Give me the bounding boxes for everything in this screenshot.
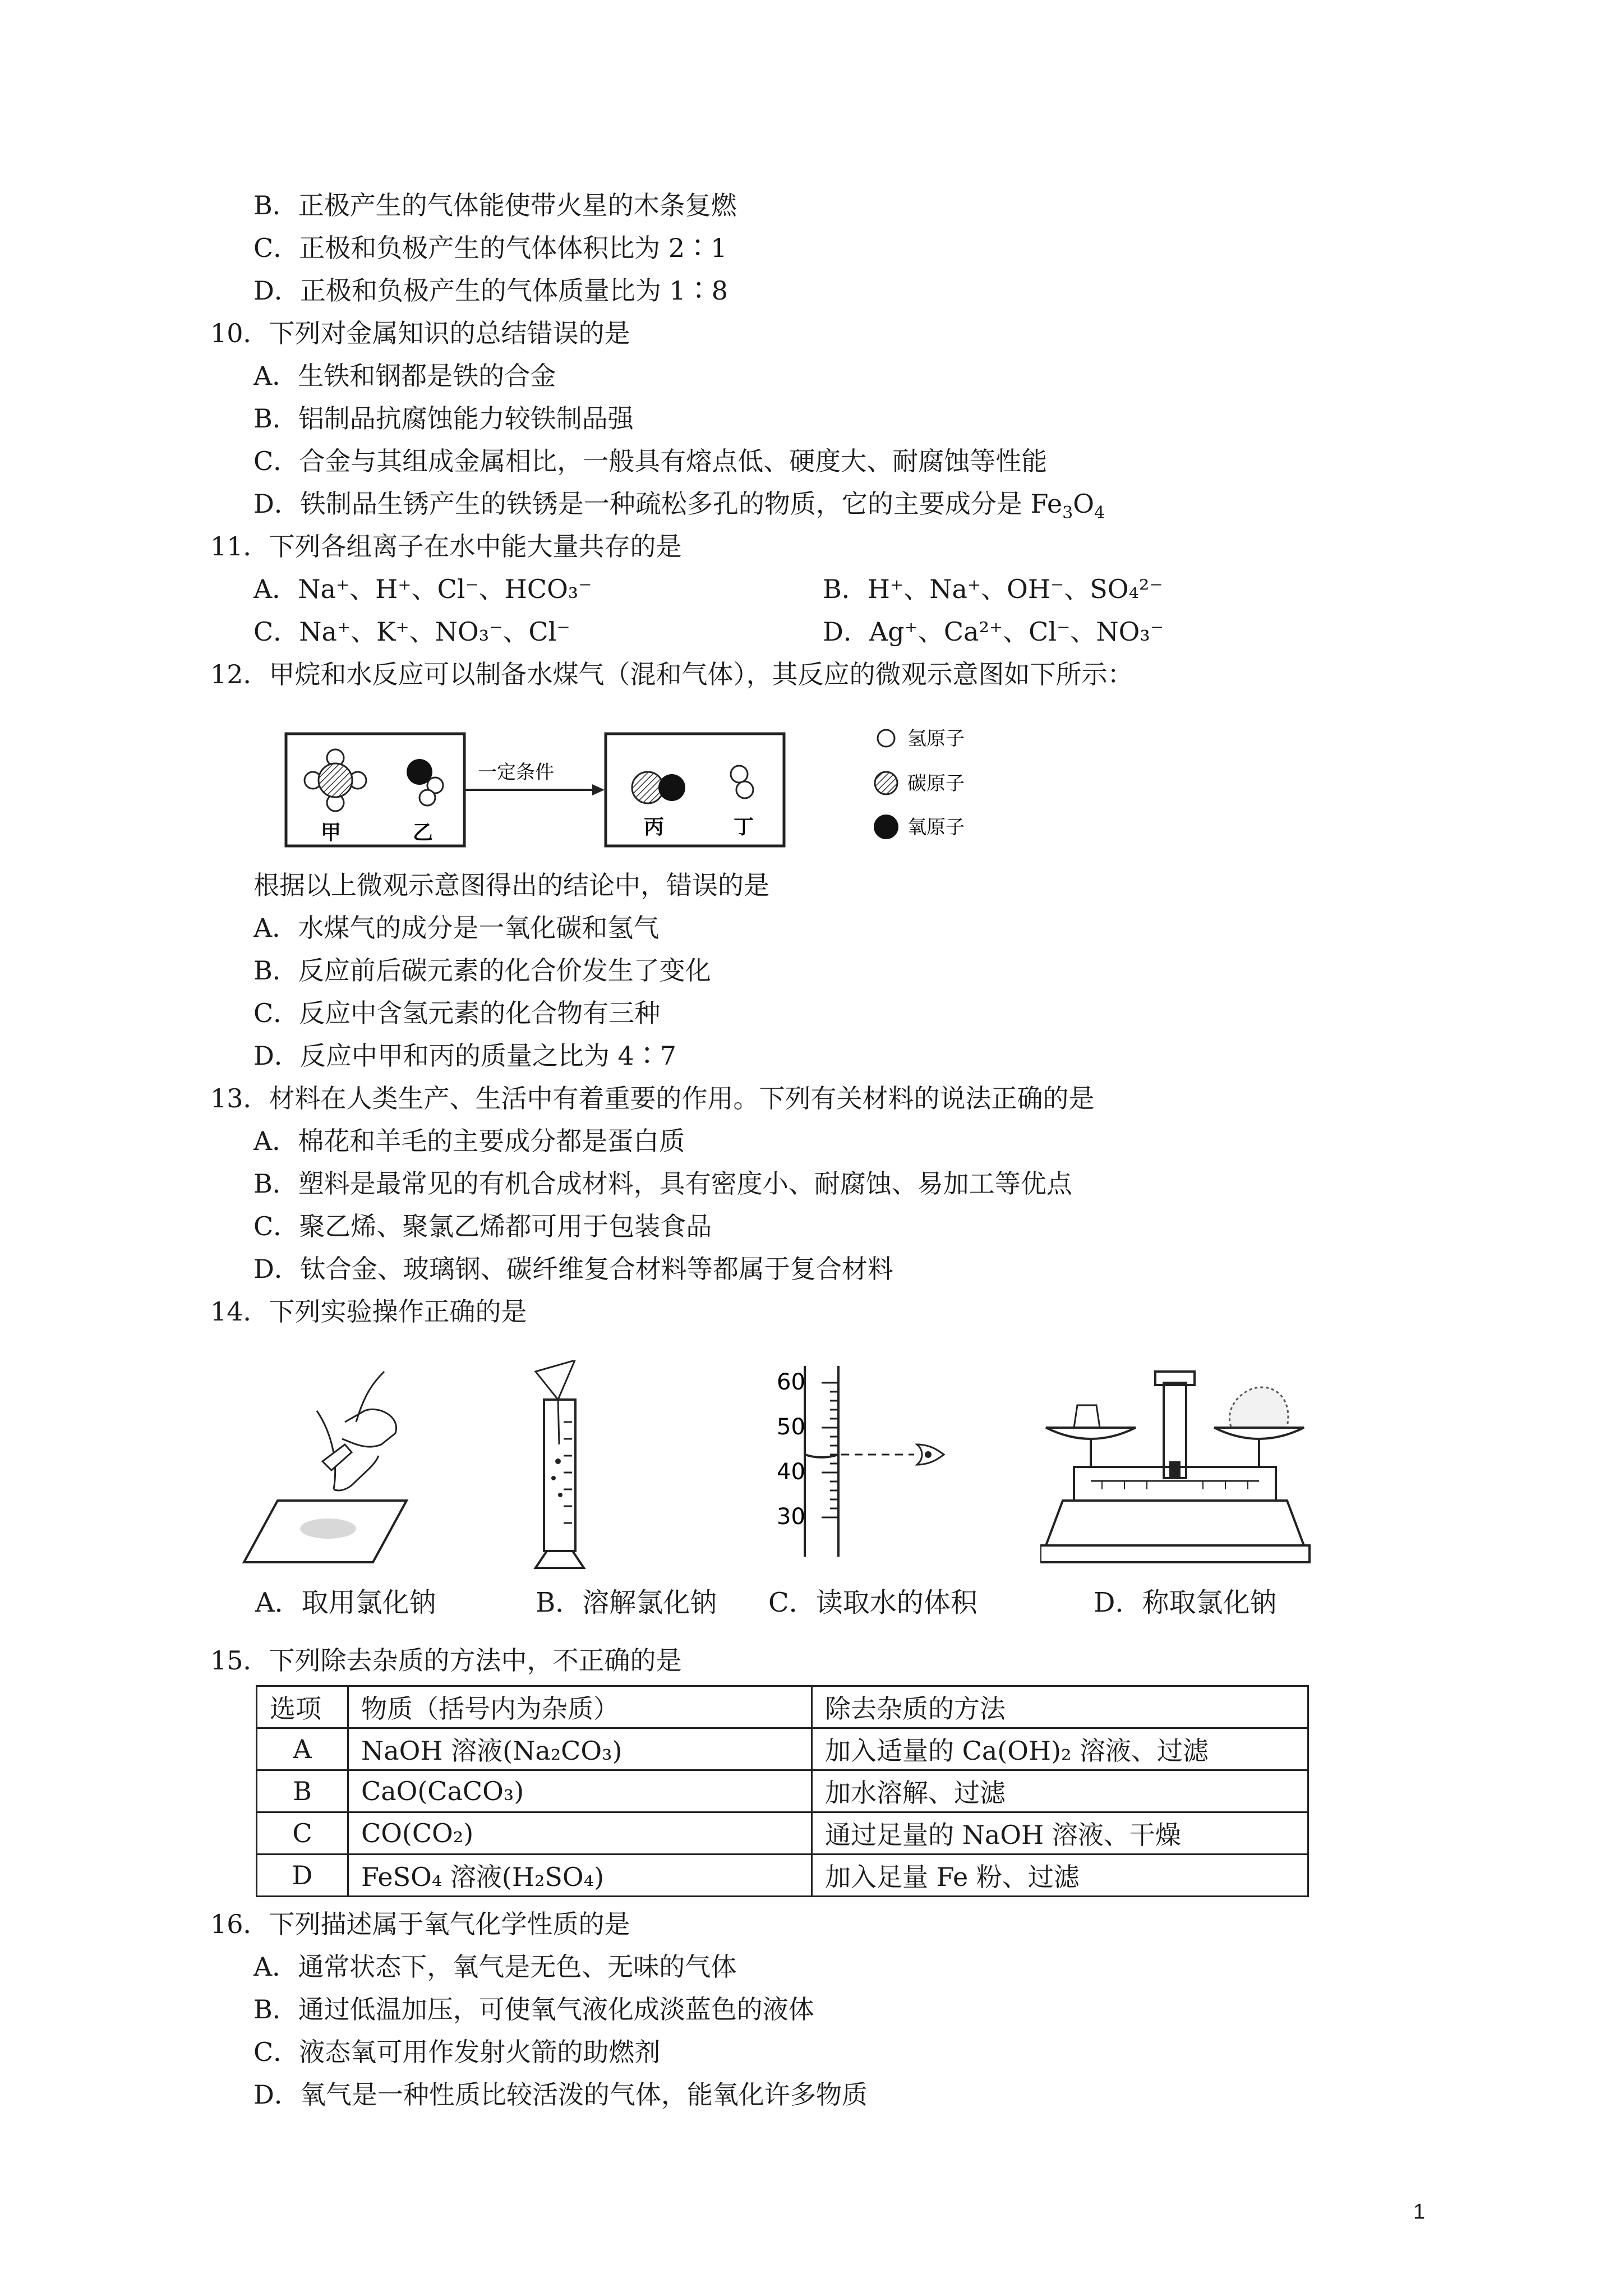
carbon-legend-icon (875, 772, 897, 794)
methane-molecule (305, 749, 366, 811)
q16-stem: 16．下列描述属于氧气化学性质的是 (210, 1909, 630, 1939)
table-row (257, 1855, 1308, 1897)
carbon-monoxide-molecule (632, 772, 685, 803)
row-substance: NaOH 溶液(Na₂CO₃) (348, 1728, 812, 1770)
q14-caption-d: D．称取氯化钠 (1094, 1587, 1277, 1618)
q13-option-b: B．塑料是最常见的有机合成材料，具有密度小、耐腐蚀、易加工等优点 (253, 1168, 1072, 1199)
table-header-row (257, 1686, 1308, 1728)
q15-table (256, 1685, 1309, 1897)
condition-label: 一定条件 (478, 761, 554, 784)
q9-option-d: D．正极和负极产生的气体质量比为 1∶8 (253, 275, 728, 306)
row-method: 加入适量的 Ca(OH)₂ 溶液、过滤 (812, 1728, 1308, 1770)
row-option: A (257, 1728, 348, 1770)
legend-oxygen: 氧原子 (907, 816, 965, 839)
q12-option-d: D．反应中甲和丙的质量之比为 4∶7 (253, 1041, 677, 1071)
take-sodium-chloride-figure (233, 1360, 418, 1573)
page-number: 1 (1413, 2200, 1426, 2224)
q14-caption-b: B．溶解氯化钠 (536, 1587, 717, 1618)
hydrogen-legend-icon (878, 730, 895, 747)
table-row (257, 1770, 1308, 1812)
header-method: 除去杂质的方法 (812, 1686, 1308, 1728)
q11-option-a: A．Na⁺、H⁺、Cl⁻、HCO₃⁻ (253, 574, 592, 604)
row-method: 通过足量的 NaOH 溶液、干燥 (812, 1812, 1308, 1855)
q11-option-d: D．Ag⁺、Ca²⁺、Cl⁻、NO₃⁻ (823, 616, 1164, 647)
tick-40: 40 (777, 1459, 805, 1485)
q11-stem: 11．下列各组离子在水中能大量共存的是 (210, 531, 682, 562)
q10-stem: 10．下列对金属知识的总结错误的是 (210, 318, 630, 348)
label-ding: 丁 (734, 816, 754, 839)
tick-60: 60 (777, 1369, 805, 1395)
q14-caption-c: C．读取水的体积 (768, 1587, 978, 1618)
q10-option-d: D．铁制品生锈产生的铁锈是一种疏松多孔的物质，它的主要成分是 $Fe_3O_4$ (253, 489, 1105, 523)
q12-stem: 12．甲烷和水反应可以制备水煤气（混和气体），其反应的微观示意图如下所示： (210, 659, 1133, 689)
q14-caption-a: A．取用氯化钠 (255, 1587, 436, 1618)
q15-stem: 15．下列除去杂质的方法中，不正确的是 (210, 1645, 682, 1676)
row-method: 加水溶解、过滤 (812, 1770, 1308, 1812)
q11-option-c: C．Na⁺、K⁺、NO₃⁻、Cl⁻ (253, 616, 570, 647)
q9-option-b: B．正极产生的气体能使带火星的木条复燃 (253, 190, 737, 220)
table-row (257, 1728, 1308, 1770)
q16-option-a: A．通常状态下，氧气是无色、无味的气体 (253, 1952, 737, 1982)
table-row (257, 1812, 1308, 1855)
q13-stem: 13．材料在人类生产、生活中有着重要的作用。下列有关材料的说法正确的是 (210, 1083, 1095, 1114)
q10-option-a: A．生铁和钢都是铁的合金 (253, 361, 556, 391)
q10-option-c: C．合金与其组成金属相比，一般具有熔点低、硬度大、耐腐蚀等性能 (253, 446, 1048, 476)
q13-option-a: A．棉花和羊毛的主要成分都是蛋白质 (253, 1126, 685, 1156)
oxygen-legend-icon (874, 815, 898, 839)
q13-option-d: D．钛合金、玻璃钢、碳纤维复合材料等都属于复合材料 (253, 1254, 893, 1284)
q13-option-c: C．聚乙烯、聚氯乙烯都可用于包装食品 (253, 1211, 712, 1241)
label-yi: 乙 (413, 821, 434, 844)
balance-figure (1040, 1360, 1315, 1573)
row-substance: CaO(CaCO₃) (348, 1770, 812, 1812)
row-substance: FeSO₄ 溶液(H₂SO₄) (348, 1855, 812, 1897)
label-jia: 甲 (321, 821, 342, 844)
tick-30: 30 (777, 1504, 805, 1530)
hydrogen-molecule (731, 766, 753, 798)
q10-option-b: B．铝制品抗腐蚀能力较铁制品强 (253, 403, 634, 434)
q12-option-a: A．水煤气的成分是一氧化碳和氢气 (253, 913, 660, 943)
tick-50: 50 (777, 1414, 805, 1440)
q12-option-b: B．反应前后碳元素的化合价发生了变化 (253, 955, 711, 986)
water-molecule (407, 759, 443, 806)
header-substance: 物质（括号内为杂质） (348, 1686, 812, 1728)
q9-option-c: C．正极和负极产生的气体体积比为 2∶1 (253, 233, 727, 263)
q12-option-c: C．反应中含氢元素的化合物有三种 (253, 998, 661, 1028)
read-volume-figure (766, 1360, 956, 1573)
row-option: D (257, 1855, 348, 1897)
row-method: 加入足量 Fe 粉、过滤 (812, 1855, 1308, 1897)
q16-option-c: C．液态氧可用作发射火箭的助燃剂 (253, 2037, 661, 2067)
q16-option-b: B．通过低温加压，可使氧气液化成淡蓝色的液体 (253, 1994, 814, 2024)
legend-carbon: 碳原子 (907, 772, 965, 795)
row-option: B (257, 1770, 348, 1812)
label-bing: 丙 (644, 816, 665, 839)
q14-stem: 14．下列实验操作正确的是 (210, 1296, 527, 1327)
reaction-diagram (280, 727, 1009, 862)
header-option: 选项 (257, 1686, 348, 1728)
row-option: C (257, 1812, 348, 1855)
q12-substem: 根据以上微观示意图得出的结论中，错误的是 (253, 870, 769, 900)
q11-option-b: B．H⁺、Na⁺、OH⁻、SO₄²⁻ (823, 574, 1163, 604)
legend-hydrogen: 氢原子 (907, 728, 965, 750)
dissolve-cylinder-figure (524, 1360, 653, 1573)
q16-option-d: D．氧气是一种性质比较活泼的气体，能氧化许多物质 (253, 2079, 868, 2110)
row-substance: CO(CO₂) (348, 1812, 812, 1855)
